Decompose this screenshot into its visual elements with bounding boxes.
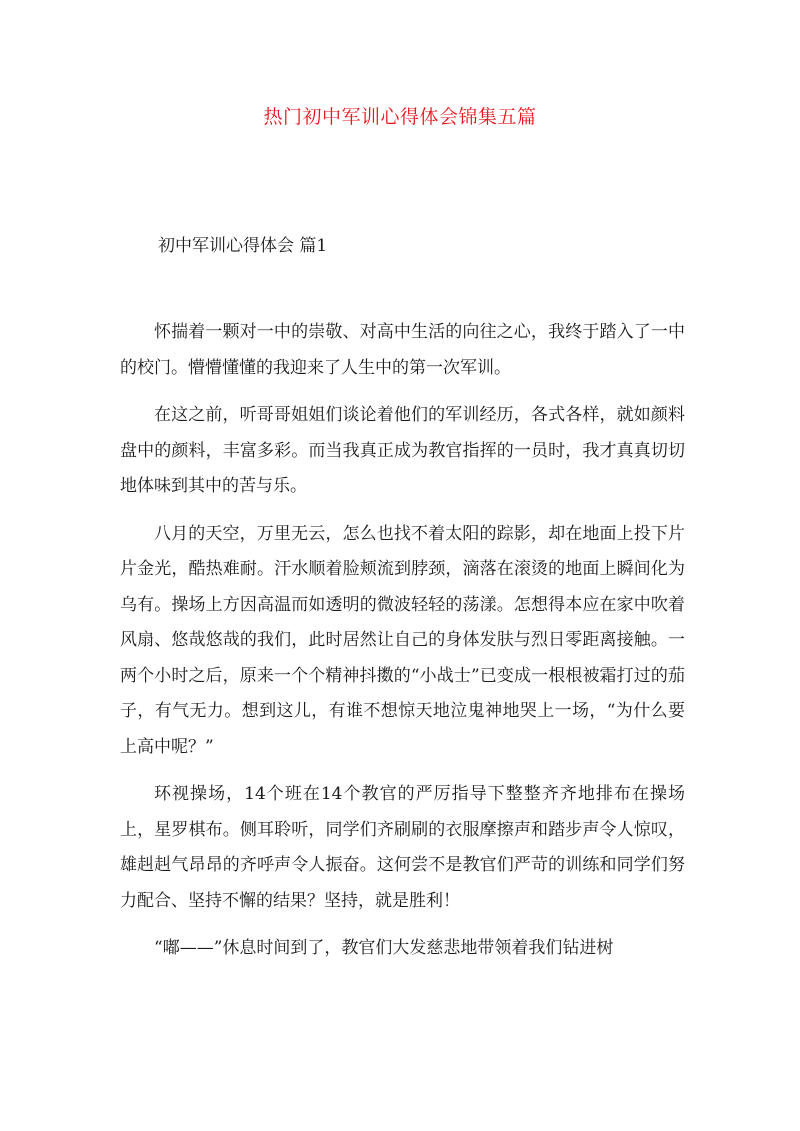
section-heading: 初中军训心得体会 篇1 bbox=[158, 236, 328, 256]
paragraph-2: 在这之前，听哥哥姐姐们谈论着他们的军训经历，各式各样，就如颜料盘中的颜料，丰富多彩。而当我真正成为教官指挥的一员时，我才真真切切地体味到其中的苦与乐。 bbox=[120, 405, 685, 496]
paragraph-4: 环视操场，14个班在14个教官的严厉指导下整整齐齐地排布在操场上，星罗棋布。侧耳聆听，同学们齐刷刷的衣服摩擦声和踏步声令人惊叹，雄赳赳气昂昂的齐呼声令人振奋。这何尝不是教官们严苛的训练和同学们努力配合、坚持不懈的结果？坚持，就是胜利！ bbox=[120, 784, 685, 911]
document-body bbox=[120, 315, 685, 979]
paragraph-1: 怀揣着一颗对一中的崇敬、对高中生活的向往之心，我终于踏入了一中的校门。懵懵懂懂的我迎来了人生中的第一次军训。 bbox=[120, 322, 685, 378]
paragraph-3: 八月的天空，万里无云，怎么也找不着太阳的踪影，却在地面上投下片片金光，酷热难耐。汗水顺着脸颊流到脖颈，滴落在滚烫的地面上瞬间化为乌有。操场上方因高温而如透明的微波轻轻的荡漾。怎想得本应在家中吹着风扇、悠哉悠哉的我们，此时居然让自己的身体发肤与烈日零距离接触。一两个小时之后，原来一个个精神抖擞的“小战士”已变成一根根被霜打过的茄子，有气无力。想到这儿，有谁不想惊天地泣鬼神地哭上一场，“为什么要上高中呢？” bbox=[120, 523, 685, 757]
document-title: 热门初中军训心得体会锦集五篇 bbox=[263, 106, 537, 128]
paragraph-5: “嘟——”休息时间到了，教官们大发慈悲地带领着我们钻进树 bbox=[154, 938, 614, 958]
